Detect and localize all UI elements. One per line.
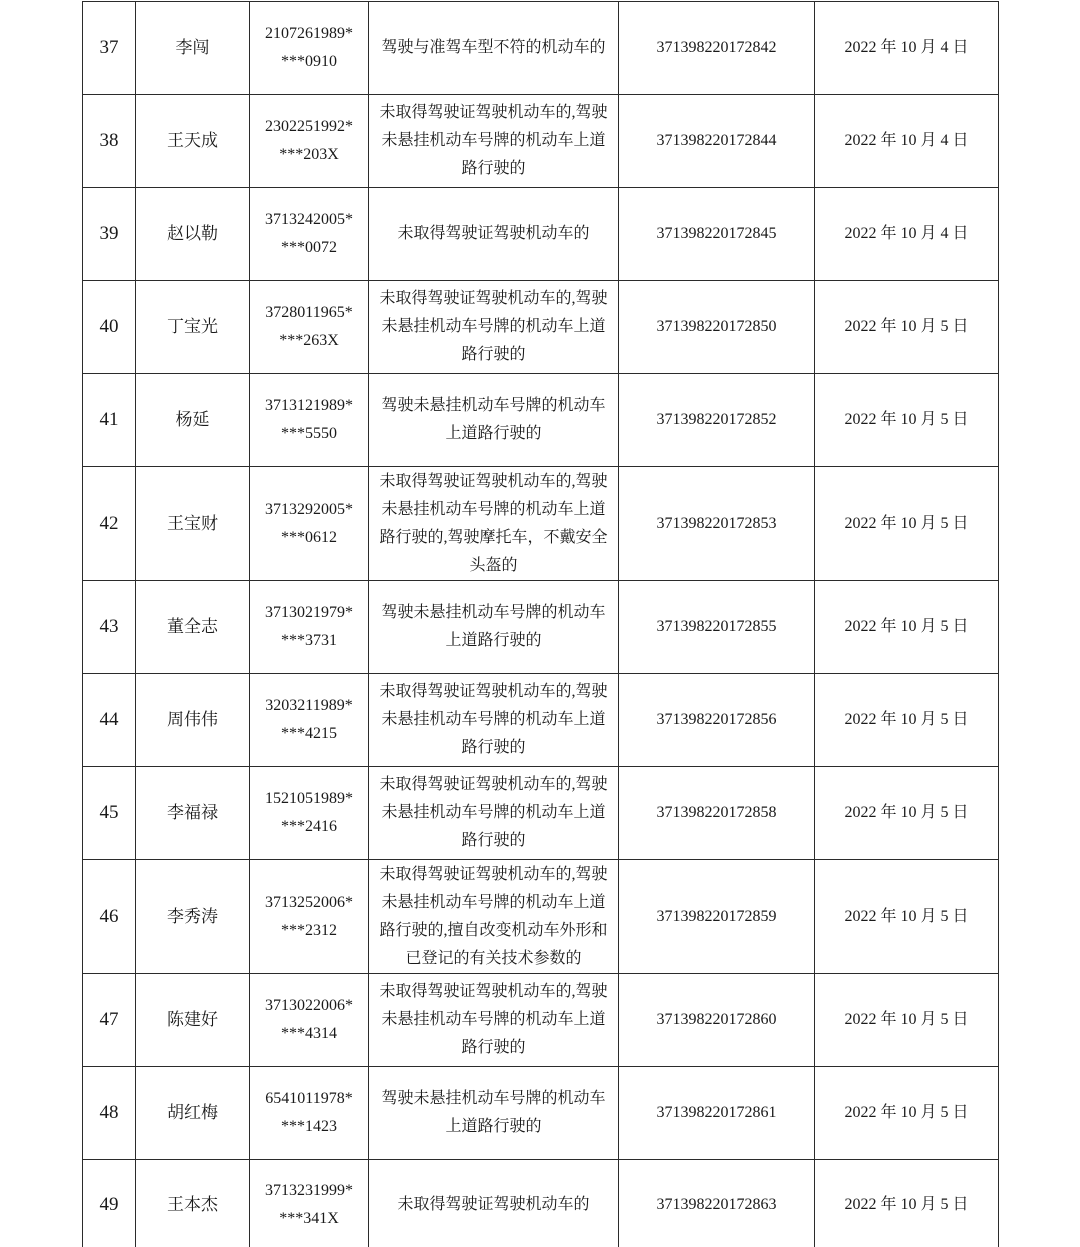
decision-number: 371398220172856 xyxy=(619,674,815,767)
id-number-line2: ***3731 xyxy=(281,632,337,649)
table-row xyxy=(83,581,999,674)
row-number: 37 xyxy=(83,2,136,95)
decision-number: 371398220172850 xyxy=(619,281,815,374)
id-number xyxy=(250,767,369,860)
person-name: 杨延 xyxy=(136,374,250,467)
decision-number: 371398220172859 xyxy=(619,860,815,974)
id-number xyxy=(250,281,369,374)
decision-date: 2022 年 10 月 4 日 xyxy=(815,95,999,188)
decision-date: 2022 年 10 月 4 日 xyxy=(815,2,999,95)
id-number xyxy=(250,674,369,767)
person-name: 胡红梅 xyxy=(136,1067,250,1160)
violation-description: 未取得驾驶证驾驶机动车的,驾驶未悬挂机动车号牌的机动车上道路行驶的,驾驶摩托车，不戴安全头盔的 xyxy=(369,467,619,581)
id-number-line2: ***341X xyxy=(279,1209,339,1227)
decision-number: 371398220172845 xyxy=(619,188,815,281)
id-number xyxy=(250,188,369,281)
row-number: 44 xyxy=(83,674,136,767)
id-number-line1: 2302251992* xyxy=(265,118,353,135)
id-number xyxy=(250,860,369,974)
violation-description: 未取得驾驶证驾驶机动车的,驾驶未悬挂机动车号牌的机动车上道路行驶的 xyxy=(369,95,619,188)
person-name: 李秀涛 xyxy=(136,860,250,974)
table-row xyxy=(83,95,999,188)
id-number-line2: ***1423 xyxy=(281,1118,337,1135)
id-number-line2: ***4215 xyxy=(281,725,337,742)
violation-description: 驾驶未悬挂机动车号牌的机动车上道路行驶的 xyxy=(369,581,619,674)
decision-date: 2022 年 10 月 5 日 xyxy=(815,974,999,1067)
violation-description: 未取得驾驶证驾驶机动车的 xyxy=(369,188,619,281)
id-number-line1: 3713292005* xyxy=(265,500,353,518)
decision-date: 2022 年 10 月 5 日 xyxy=(815,374,999,467)
table-row xyxy=(83,467,999,581)
decision-number: 371398220172853 xyxy=(619,467,815,581)
violation-description: 未取得驾驶证驾驶机动车的,驾驶未悬挂机动车号牌的机动车上道路行驶的,擅自改变机动车外形和已登记的有关技术参数的 xyxy=(369,860,619,974)
id-number-line1: 3203211989* xyxy=(265,697,353,714)
table-row xyxy=(83,374,999,467)
person-name: 周伟伟 xyxy=(136,674,250,767)
id-number-line2: ***4314 xyxy=(281,1025,337,1042)
decision-number: 371398220172858 xyxy=(619,767,815,860)
table-body xyxy=(83,2,999,1247)
decision-number: 371398220172860 xyxy=(619,974,815,1067)
id-number xyxy=(250,581,369,674)
decision-number: 371398220172863 xyxy=(619,1160,815,1247)
id-number-line1: 3713252006* xyxy=(265,893,353,911)
decision-number: 371398220172852 xyxy=(619,374,815,467)
decision-date: 2022 年 10 月 5 日 xyxy=(815,581,999,674)
table-row xyxy=(83,1160,999,1247)
table-row xyxy=(83,1067,999,1160)
row-number: 46 xyxy=(83,860,136,974)
violation-description: 未取得驾驶证驾驶机动车的,驾驶未悬挂机动车号牌的机动车上道路行驶的 xyxy=(369,974,619,1067)
id-number xyxy=(250,974,369,1067)
decision-date: 2022 年 10 月 5 日 xyxy=(815,1160,999,1247)
decision-date: 2022 年 10 月 5 日 xyxy=(815,767,999,860)
id-number-line1: 6541011978* xyxy=(265,1090,353,1107)
decision-date: 2022 年 10 月 5 日 xyxy=(815,1067,999,1160)
violation-description: 驾驶未悬挂机动车号牌的机动车上道路行驶的 xyxy=(369,1067,619,1160)
id-number-line2: ***0612 xyxy=(281,528,337,546)
id-number-line1: 3713121989* xyxy=(265,397,353,414)
person-name: 丁宝光 xyxy=(136,281,250,374)
id-number-line2: ***2312 xyxy=(281,921,337,939)
id-number xyxy=(250,1067,369,1160)
id-number-line1: 3713021979* xyxy=(265,604,353,621)
person-name: 董全志 xyxy=(136,581,250,674)
id-number-line2: ***0910 xyxy=(281,53,337,70)
violation-description: 未取得驾驶证驾驶机动车的,驾驶未悬挂机动车号牌的机动车上道路行驶的 xyxy=(369,767,619,860)
decision-date: 2022 年 10 月 5 日 xyxy=(815,860,999,974)
table-row xyxy=(83,674,999,767)
id-number-line1: 3713022006* xyxy=(265,997,353,1014)
id-number xyxy=(250,374,369,467)
row-number: 43 xyxy=(83,581,136,674)
decision-number: 371398220172861 xyxy=(619,1067,815,1160)
table-row xyxy=(83,974,999,1067)
table-row xyxy=(83,281,999,374)
row-number: 48 xyxy=(83,1067,136,1160)
id-number xyxy=(250,467,369,581)
row-number: 45 xyxy=(83,767,136,860)
row-number: 39 xyxy=(83,188,136,281)
id-number-line1: 3713242005* xyxy=(265,211,353,228)
person-name: 李闯 xyxy=(136,2,250,95)
violation-description: 未取得驾驶证驾驶机动车的,驾驶未悬挂机动车号牌的机动车上道路行驶的 xyxy=(369,674,619,767)
table-row xyxy=(83,767,999,860)
id-number-line1: 1521051989* xyxy=(265,790,353,807)
row-number: 42 xyxy=(83,467,136,581)
row-number: 40 xyxy=(83,281,136,374)
row-number: 41 xyxy=(83,374,136,467)
id-number xyxy=(250,2,369,95)
id-number-line2: ***2416 xyxy=(281,818,337,835)
decision-number: 371398220172842 xyxy=(619,2,815,95)
decision-number: 371398220172855 xyxy=(619,581,815,674)
row-number: 47 xyxy=(83,974,136,1067)
decision-date: 2022 年 10 月 5 日 xyxy=(815,281,999,374)
id-number-line1: 2107261989* xyxy=(265,25,353,42)
id-number-line1: 3713231999* xyxy=(265,1181,353,1199)
decision-date: 2022 年 10 月 5 日 xyxy=(815,674,999,767)
violation-description: 驾驶与准驾车型不符的机动车的 xyxy=(369,2,619,95)
id-number-line2: ***5550 xyxy=(281,425,337,442)
decision-number: 371398220172844 xyxy=(619,95,815,188)
id-number xyxy=(250,95,369,188)
person-name: 王宝财 xyxy=(136,467,250,581)
violation-description: 未取得驾驶证驾驶机动车的,驾驶未悬挂机动车号牌的机动车上道路行驶的 xyxy=(369,281,619,374)
table-row xyxy=(83,860,999,974)
row-number: 38 xyxy=(83,95,136,188)
person-name: 王本杰 xyxy=(136,1160,250,1247)
decision-date: 2022 年 10 月 4 日 xyxy=(815,188,999,281)
table-row xyxy=(83,2,999,95)
id-number-line1: 3728011965* xyxy=(265,304,353,321)
violation-description: 未取得驾驶证驾驶机动车的 xyxy=(369,1160,619,1247)
violation-description: 驾驶未悬挂机动车号牌的机动车上道路行驶的 xyxy=(369,374,619,467)
person-name: 王天成 xyxy=(136,95,250,188)
id-number-line2: ***0072 xyxy=(281,239,337,256)
violation-records-table xyxy=(82,1,999,1247)
person-name: 陈建好 xyxy=(136,974,250,1067)
id-number-line2: ***263X xyxy=(279,332,339,349)
person-name: 赵以勒 xyxy=(136,188,250,281)
person-name: 李福禄 xyxy=(136,767,250,860)
id-number xyxy=(250,1160,369,1247)
id-number-line2: ***203X xyxy=(279,146,339,163)
table-row xyxy=(83,188,999,281)
row-number: 49 xyxy=(83,1160,136,1247)
decision-date: 2022 年 10 月 5 日 xyxy=(815,467,999,581)
